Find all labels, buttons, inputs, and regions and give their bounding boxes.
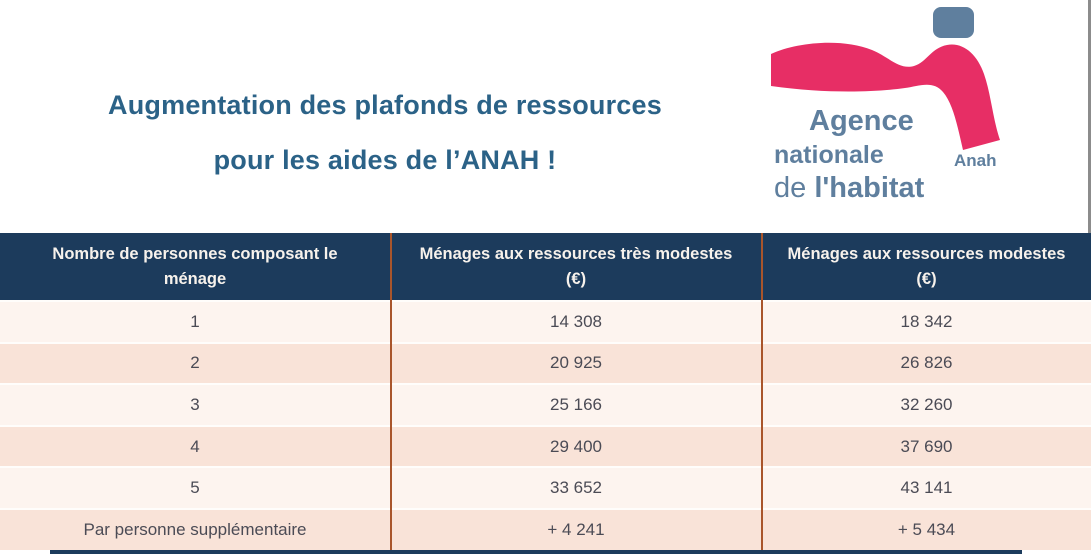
cell-modest: 26 826 — [900, 353, 953, 373]
cell-modest: 18 342 — [900, 311, 953, 331]
logo-text-agence: Agence — [809, 105, 914, 137]
cell-modest: 43 141 — [900, 478, 953, 498]
table-header-row — [0, 233, 1091, 300]
column-divider — [761, 233, 763, 550]
cell-size: Par personne supplémentaire — [83, 519, 307, 539]
anah-logo — [765, 0, 1015, 225]
column-divider — [390, 233, 392, 550]
cell-size: 4 — [190, 436, 200, 456]
cell-very-modest: 33 652 — [550, 478, 602, 498]
table-bottom-border — [50, 550, 1022, 554]
cell-very-modest: 25 166 — [550, 394, 602, 414]
cell-modest: 37 690 — [900, 436, 953, 456]
resource-ceilings-table — [0, 233, 1091, 550]
table-row — [0, 383, 1091, 425]
cell-very-modest: + 4 241 — [547, 519, 605, 539]
table-row — [0, 342, 1091, 384]
table-row — [0, 300, 1091, 342]
cell-very-modest: 20 925 — [550, 353, 602, 373]
logo-square-icon — [933, 7, 974, 38]
table-row — [0, 508, 1091, 550]
header-household-size: Nombre de personnes composant le ménage — [52, 244, 338, 288]
logo-text-habitat: de l'habitat — [774, 172, 925, 204]
title-line-1: Augmentation des plafonds de ressources — [108, 90, 662, 120]
cell-very-modest: 14 308 — [550, 311, 602, 331]
cell-very-modest: 29 400 — [550, 436, 602, 456]
cell-modest: 32 260 — [900, 394, 953, 414]
title-line-2: pour les aides de l’ANAH ! — [213, 145, 557, 175]
cell-size: 3 — [190, 394, 200, 414]
table-row — [0, 466, 1091, 508]
cell-size: 5 — [190, 478, 200, 498]
header-modest: Ménages aux ressources modestes (€) — [787, 244, 1066, 288]
cell-size: 2 — [190, 353, 200, 373]
table-row — [0, 425, 1091, 467]
cell-modest: + 5 434 — [897, 519, 956, 539]
page-title — [30, 78, 740, 188]
header-very-modest: Ménages aux ressources très modestes (€) — [419, 244, 733, 288]
cell-size: 1 — [190, 311, 200, 331]
logo-text-nationale: nationale — [774, 141, 884, 169]
logo-text-anah: Anah — [954, 151, 997, 170]
